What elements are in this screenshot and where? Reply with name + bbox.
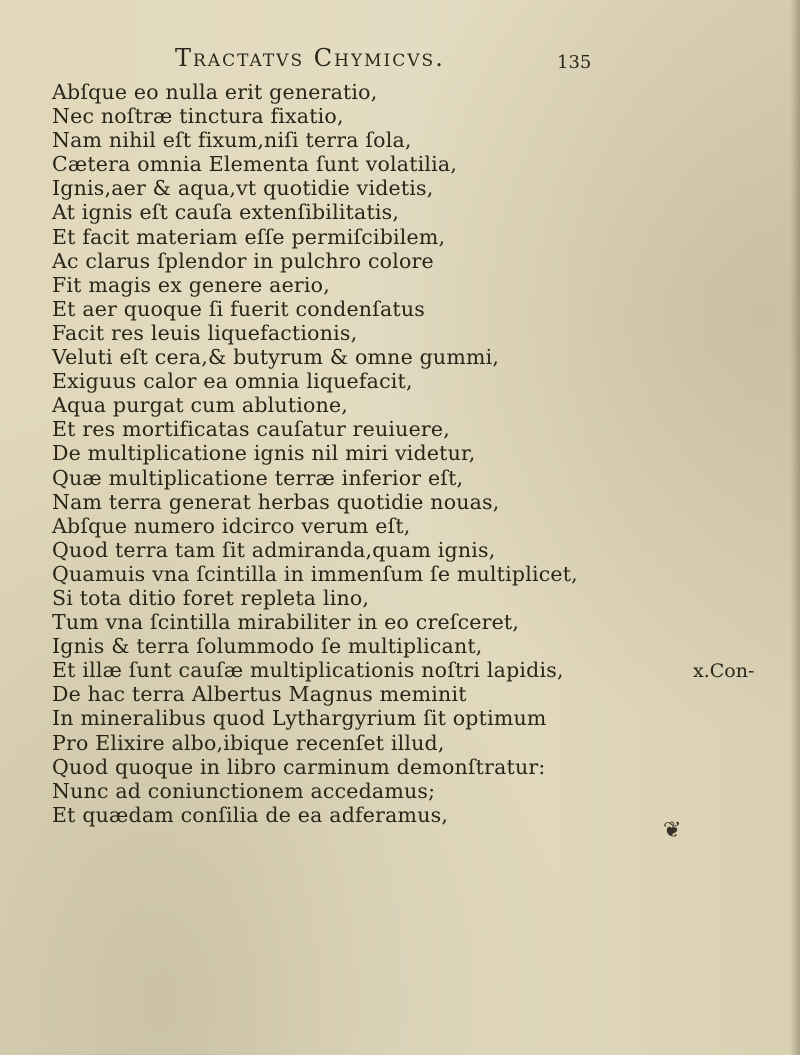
verse-line: Nunc ad coniunctionem accedamus; (52, 778, 436, 803)
verse-line: In mineralibus quod Lythargyrium ſit optimum (52, 706, 547, 731)
verse-line: Et aer quoque ſi fuerit condenſatus (52, 296, 425, 321)
verse-line: Et res mortificatas cauſatur reuiuere, (52, 417, 450, 442)
verse-line: Aqua purgat cum ablutione, (52, 393, 349, 418)
verse-line: Fit magis ex genere aerio, (52, 272, 330, 297)
verse-line: Quæ multiplicatione terræ inferior eſt, (52, 465, 464, 490)
verse-line: Abſque numero idcirco verum eſt, (52, 513, 411, 538)
verse-line: Et facit materiam eſſe permiſcibilem, (52, 224, 446, 249)
verse-text (52, 80, 612, 827)
verse-line: Tum vna ſcintilla mirabiliter in eo creſceret, (52, 610, 520, 635)
verse-line: Nam terra generat herbas quotidie nouas, (52, 489, 500, 514)
verse-line: Exiguus calor ea omnia liquefacit, (52, 369, 413, 394)
catchword: x.Con- (693, 660, 755, 682)
verse-line: Et illæ ſunt cauſæ multiplicationis noſtri lapidis, (52, 658, 564, 683)
page-number: 135 (557, 52, 592, 73)
verse-line: Quod terra tam ſit admiranda,quam ignis, (52, 537, 496, 562)
verse-line: At ignis eſt cauſa extenſibilitatis, (52, 200, 400, 225)
fleuron-icon: ❦ (663, 818, 682, 843)
running-head: Tractatvs Chymicvs. (175, 44, 445, 72)
verse-line: De hac terra Albertus Magnus meminit (52, 682, 467, 707)
verse-line: Nam nihil eſt fixum,niſi terra ſola, (52, 128, 412, 153)
verse-line: Pro Elixire albo,ibique recenſet illud, (52, 730, 445, 755)
verse-line: Veluti eſt cera,& butyrum & omne gummi, (52, 345, 500, 370)
verse-line: Ac clarus ſplendor in pulchro colore (52, 248, 434, 273)
verse-line: Abſque eo nulla erit generatio, (52, 80, 378, 104)
verse-line: Facit res leuis liquefactionis, (52, 320, 358, 345)
verse-line: Quod quoque in libro carminum demonſtratur: (52, 754, 546, 779)
verse-line: Et quædam conſilia de ea adferamus, (52, 802, 449, 827)
verse-line: De multiplicatione ignis nil miri videtur, (52, 441, 476, 466)
verse-line: Ignis,aer & aqua,vt quotidie videtis, (52, 176, 434, 201)
verse-line: Quamuis vna ſcintilla in immenſum ſe multiplicet, (52, 561, 578, 586)
page-edge-shadow (790, 0, 800, 1055)
verse-line: Si tota ditio foret repleta lino, (52, 585, 370, 610)
verse-line: Cætera omnia Elementa ſunt volatilia, (52, 152, 458, 177)
verse-line: Ignis & terra ſolummodo ſe multiplicant, (52, 634, 483, 659)
verse-line: Nec noſtræ tinctura fixatio, (52, 104, 344, 129)
